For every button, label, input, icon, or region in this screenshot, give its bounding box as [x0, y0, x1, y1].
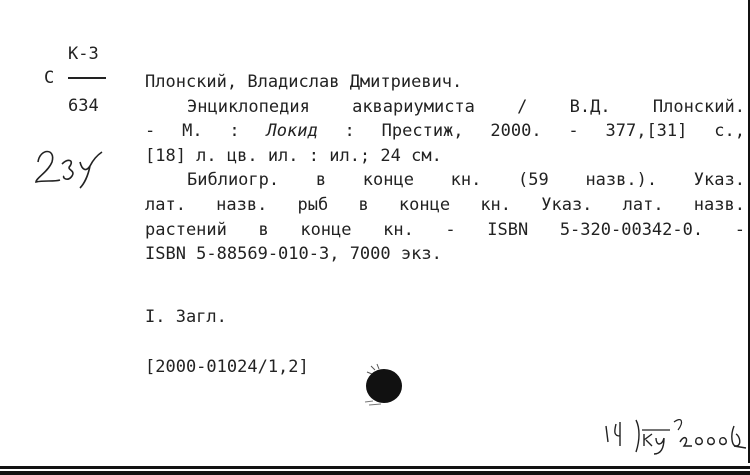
record-word: / — [517, 96, 528, 117]
call-number-top: К-3 — [68, 44, 99, 64]
record-word: с., — [714, 121, 745, 142]
notes-line-1 — [145, 168, 745, 193]
record-word: 377,[31] — [605, 121, 688, 142]
imprint-line — [145, 119, 745, 144]
record-word: конце — [398, 194, 451, 215]
record-word: Локид — [266, 121, 318, 142]
record-id: [2000-01024/1,2] — [145, 357, 309, 377]
record-word: - — [568, 121, 579, 142]
record-word: Указ. — [541, 194, 593, 215]
record-word: Престиж, — [381, 121, 464, 142]
record-word: назв.). — [585, 170, 658, 191]
record-word: рыб — [297, 194, 329, 215]
record-word: : — [344, 121, 355, 142]
record-word: конце — [362, 170, 414, 191]
record-word: в — [258, 219, 269, 240]
record-word: (59 — [518, 170, 549, 191]
record-word: Плонский. — [652, 96, 745, 117]
isbn-line: ISBN 5-88569-010-3, 7000 экз. — [145, 244, 442, 265]
record-word: в — [315, 170, 327, 191]
record-word: Библиогр. — [187, 170, 280, 191]
record-word: В.Д. — [569, 96, 611, 117]
handwritten-margin-note — [30, 142, 112, 192]
record-word: : — [229, 121, 240, 142]
record-word: кн. — [480, 194, 512, 215]
record-word: кн. — [383, 219, 414, 240]
record-word: назв. — [216, 194, 268, 215]
call-number-letter: С — [44, 68, 55, 88]
record-word: - — [734, 219, 745, 240]
record-word: конце — [300, 219, 352, 240]
notes-line-3 — [145, 218, 745, 243]
physical-description: [18] л. цв. ил. : ил.; 24 см. — [145, 145, 442, 166]
record-word: ISBN — [487, 219, 529, 240]
ink-blot-mark — [363, 362, 403, 406]
record-word: лат. — [145, 194, 186, 215]
call-number-rule — [68, 77, 106, 79]
record-word: растений — [145, 219, 227, 240]
record-word: - — [445, 219, 456, 240]
record-word: аквариумиста — [352, 96, 475, 117]
record-word: Энциклопедия — [187, 96, 310, 117]
record-word: кн. — [450, 170, 482, 191]
record-word: назв. — [693, 194, 745, 215]
record-word: лат. — [622, 194, 664, 215]
title-line — [145, 95, 745, 120]
record-word: - — [145, 121, 156, 142]
card-edge-bottom — [0, 463, 750, 475]
record-word: в — [358, 194, 369, 215]
subject-heading: I. Загл. — [145, 307, 227, 327]
bibliographic-record — [145, 70, 745, 267]
notes-line-2 — [145, 193, 745, 218]
record-word: 2000. — [490, 121, 542, 142]
record-word: М. — [182, 121, 203, 142]
handwritten-corner-note — [600, 412, 748, 460]
call-number-bottom: 634 — [68, 96, 99, 116]
record-word: Указ. — [693, 170, 745, 191]
author-heading: Плонский, Владислав Дмитриевич. — [145, 72, 463, 92]
record-word: 5-320-00342-0. — [559, 219, 704, 240]
